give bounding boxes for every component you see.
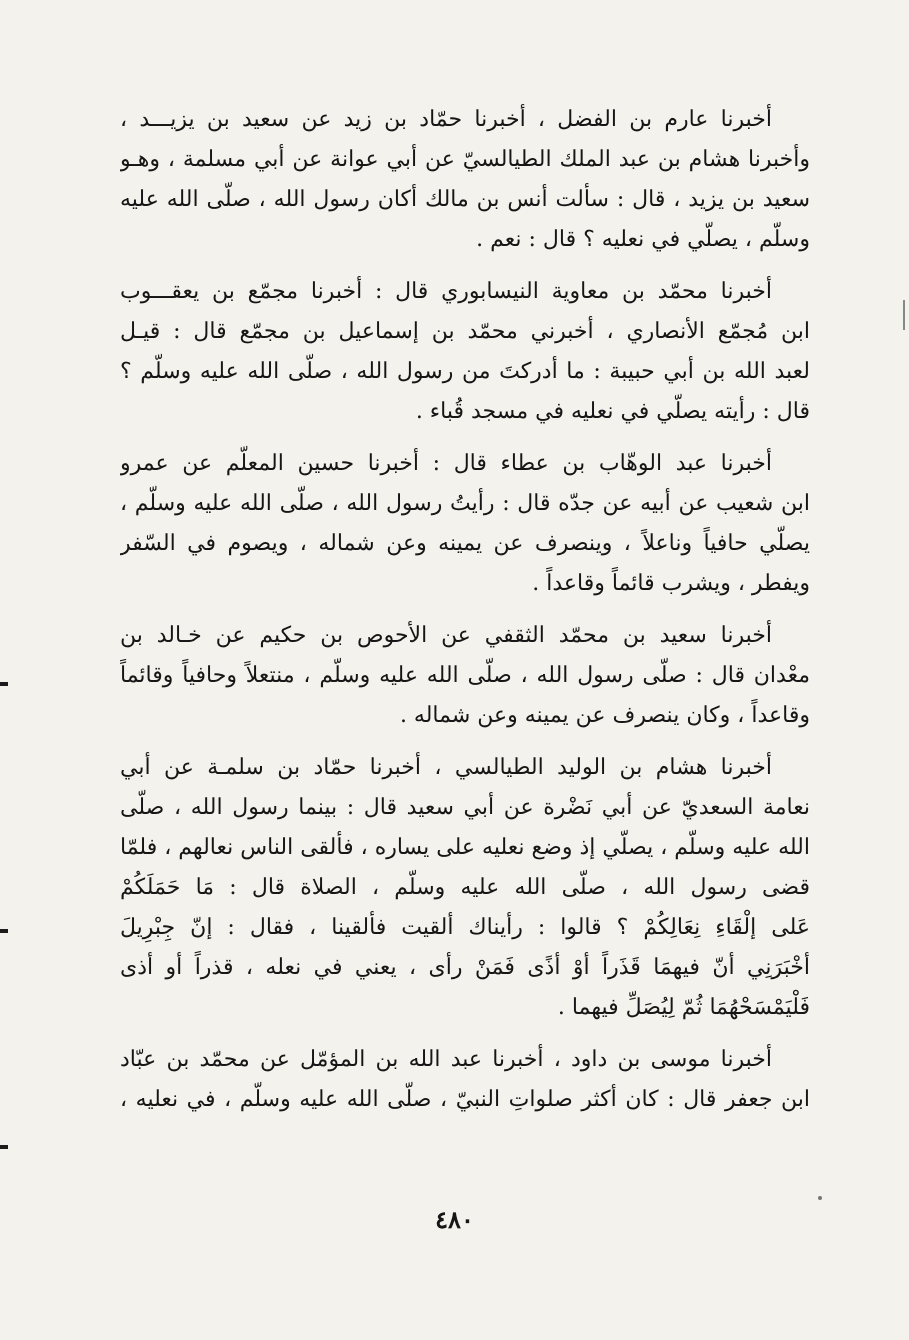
text-line: أخبرنا موسى بن داود ، أخبرنا عبد الله بن المؤمّل عن محمّد بن عبّاد <box>120 1047 772 1072</box>
text-line: وقاعداً ، وكان ينصرف عن يمينه وعن شماله . <box>399 703 810 728</box>
scan-mark <box>0 682 8 686</box>
text-line: أخبرنا عارم بن الفضل ، أخبرنا حمّاد بن زيد عن سعيد بن يزيـــد ، <box>120 107 772 132</box>
text-line: أخبرنا هشام بن الوليد الطيالسي ، أخبرنا حمّاد بن سلمـة عن أبي <box>120 755 772 780</box>
scan-mark <box>903 300 905 330</box>
text-line: ابن شعيب عن أبيه عن جدّه قال : رأيتُ رسول الله ، صلّى الله عليه وسلّم ، <box>120 491 810 516</box>
text-line: معْدان قال : صلّى رسول الله ، صلّى الله عليه وسلّم ، منتعلاً وحافياً وقائماً <box>120 663 810 688</box>
text-line: وسلّم ، يصلّي في نعليه ؟ قال : نعم . <box>476 227 810 252</box>
text-line: أخبرنا محمّد بن معاوية النيسابوري قال : أخبرنا مجمّع بن يعقـــوب <box>120 279 772 304</box>
scan-mark <box>0 1145 8 1149</box>
paragraph-2 <box>120 272 810 432</box>
text-line: أخْبَرَنِي أنّ فيهمَا قَذَراً أوْ أذًى فَمَنْ رأى ، يعني في نعله ، قذراً أو أذى <box>120 955 810 980</box>
paragraph-5 <box>120 748 810 1028</box>
paragraph-6 <box>120 1040 810 1120</box>
scan-mark <box>0 929 8 933</box>
text-line: وأخبرنا هشام بن عبد الملك الطيالسيّ عن أبي عوانة عن أبي مسلمة ، وهـو <box>120 147 810 172</box>
text-line: قال : رأيته يصلّي في نعليه في مسجد قُباء . <box>415 399 810 424</box>
page-body <box>120 100 810 1132</box>
text-line: ويفطر ، ويشرب قائماً وقاعداً . <box>532 571 810 596</box>
text-line: سعيد بن يزيد ، قال : سألت أنس بن مالك أكان رسول الله ، صلّى الله عليه <box>120 187 810 212</box>
scan-speck <box>818 1196 822 1200</box>
page-number: ٤٨٠ <box>435 1205 474 1234</box>
text-line: يصلّي حافياً وناعلاً ، وينصرف عن يمينه وعن شماله ، ويصوم في السّفر <box>120 531 810 556</box>
text-line: الله عليه وسلّم ، يصلّي إذ وضع نعليه على يساره ، فألقى الناس نعالهم ، فلمّا <box>120 835 810 860</box>
text-line: أخبرنا سعيد بن محمّد الثقفي عن الأحوص بن حكيم عن خـالد بن <box>120 623 772 648</box>
text-line: لعبد الله بن أبي حبيبة : ما أدركتَ من رسول الله ، صلّى الله عليه وسلّم ؟ <box>120 359 810 384</box>
text-line: قضى رسول الله ، صلّى الله عليه وسلّم ، الصلاة قال : مَا حَمَلَكُمْ <box>120 875 810 900</box>
text-line: ابن جعفر قال : كان أكثر صلواتِ النبيّ ، صلّى الله عليه وسلّم ، في نعليه ، <box>120 1087 810 1112</box>
text-line: فَلْيَمْسَحْهُمَا ثُمّ لِيُصَلِّ فيهما . <box>557 995 810 1020</box>
text-line: أخبرنا عبد الوهّاب بن عطاء قال : أخبرنا حسين المعلّم عن عمرو <box>120 451 772 476</box>
paragraph-1 <box>120 100 810 260</box>
text-line: عَلى إلْقَاءِ نِعَالِكُمْ ؟ قالوا : رأيناك ألقيت فألقينا ، فقال : إنّ جِبْرِيلَ <box>120 915 810 940</box>
text-line: ابن مُجمّع الأنصاري ، أخبرني محمّد بن إسماعيل بن مجمّع قال : قيـل <box>120 319 810 344</box>
paragraph-3 <box>120 444 810 604</box>
text-line: نعامة السعديّ عن أبي نَضْرة عن أبي سعيد قال : بينما رسول الله ، صلّى <box>120 795 810 820</box>
paragraph-4 <box>120 616 810 736</box>
